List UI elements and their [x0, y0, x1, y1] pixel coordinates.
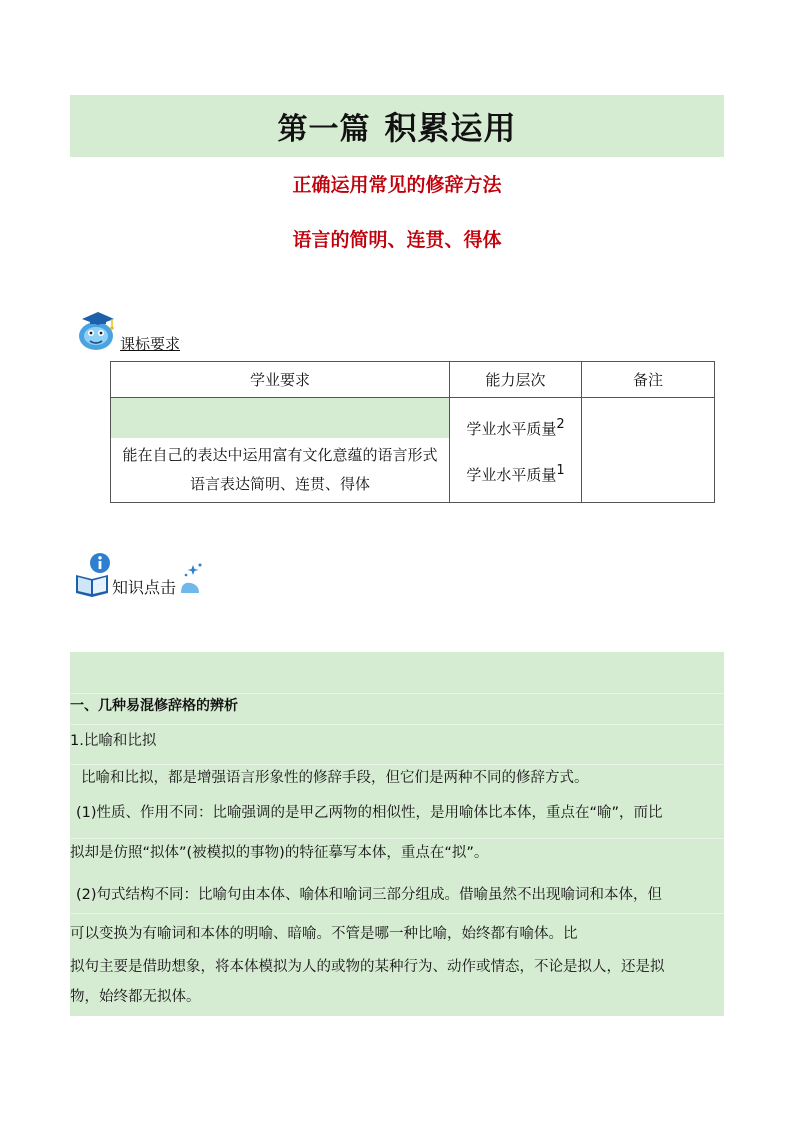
- title-main: 第一篇: [277, 112, 371, 147]
- title-band: [70, 95, 724, 157]
- requirement-line-1: 能在自己的表达中运用富有文化意蕴的语言形式: [122, 446, 438, 464]
- paragraph-line: 拟却是仿照“拟体”(被模拟的事物)的特征摹写本体，重点在“拟”。: [70, 845, 489, 861]
- knowledge-heading: 一、几种易混修辞格的辨析: [70, 698, 238, 714]
- divider: [70, 838, 724, 839]
- divider: [70, 693, 724, 694]
- header-level: 能力层次: [450, 362, 582, 398]
- level-num: 2: [556, 417, 565, 432]
- note-cell: [582, 398, 715, 503]
- level-item: [450, 450, 581, 496]
- sparkle-icon: [177, 561, 203, 597]
- paragraph-line: 比喻和比拟，都是增强语言形象性的修辞手段，但它们是两种不同的修辞方式。: [81, 770, 589, 786]
- header-requirement: 学业要求: [111, 362, 450, 398]
- divider: [70, 913, 724, 914]
- knowledge-label: 知识点击: [112, 578, 177, 597]
- graduate-mascot-icon: [74, 306, 118, 352]
- level-cell: [450, 398, 582, 503]
- requirement-highlight: [111, 398, 449, 438]
- curriculum-header: [74, 306, 180, 352]
- paragraph-line: 拟句主要是借助想象，将本体模拟为人的或物的某种行为、动作或情态，不论是拟人，还是拟: [70, 959, 665, 975]
- page-title: [277, 103, 516, 149]
- level-text: 学业水平质量: [466, 466, 557, 484]
- divider: [70, 724, 724, 725]
- requirement-line-2: 语言表达简明、连贯、得体: [189, 475, 370, 493]
- subtitle-language: 语言的简明、连贯、得体: [292, 229, 502, 251]
- subtitle-rhetoric: 正确运用常见的修辞方法: [292, 174, 502, 196]
- book-info-icon: [74, 551, 112, 597]
- divider: [70, 764, 724, 765]
- paragraph-line: (2)句式结构不同：比喻句由本体、喻体和喻词三部分组成。借喻虽然不出现喻词和本体，但: [76, 887, 663, 903]
- level-num: 1: [556, 463, 565, 478]
- curriculum-label: 课标要求: [120, 335, 181, 353]
- table-row: [111, 398, 715, 503]
- paragraph-line: 可以变换为有喻词和本体的明喻、暗喻。不管是哪一种比喻，始终都有喻体。比: [70, 926, 578, 942]
- knowledge-header: [74, 551, 203, 597]
- paragraph-line: 物，始终都无拟体。: [70, 989, 201, 1005]
- item-title: 1.比喻和比拟: [70, 733, 157, 749]
- requirement-cell: [111, 398, 450, 503]
- header-note: 备注: [582, 362, 715, 398]
- paragraph-line: (1)性质、作用不同：比喻强调的是甲乙两物的相似性，是用喻体比本体，重点在“喻”，而比: [76, 805, 663, 821]
- title-sub: 积累运用: [384, 109, 517, 147]
- table-header-row: [111, 362, 715, 398]
- level-text: 学业水平质量: [466, 420, 557, 438]
- curriculum-table: [110, 361, 715, 503]
- level-item: [450, 404, 581, 450]
